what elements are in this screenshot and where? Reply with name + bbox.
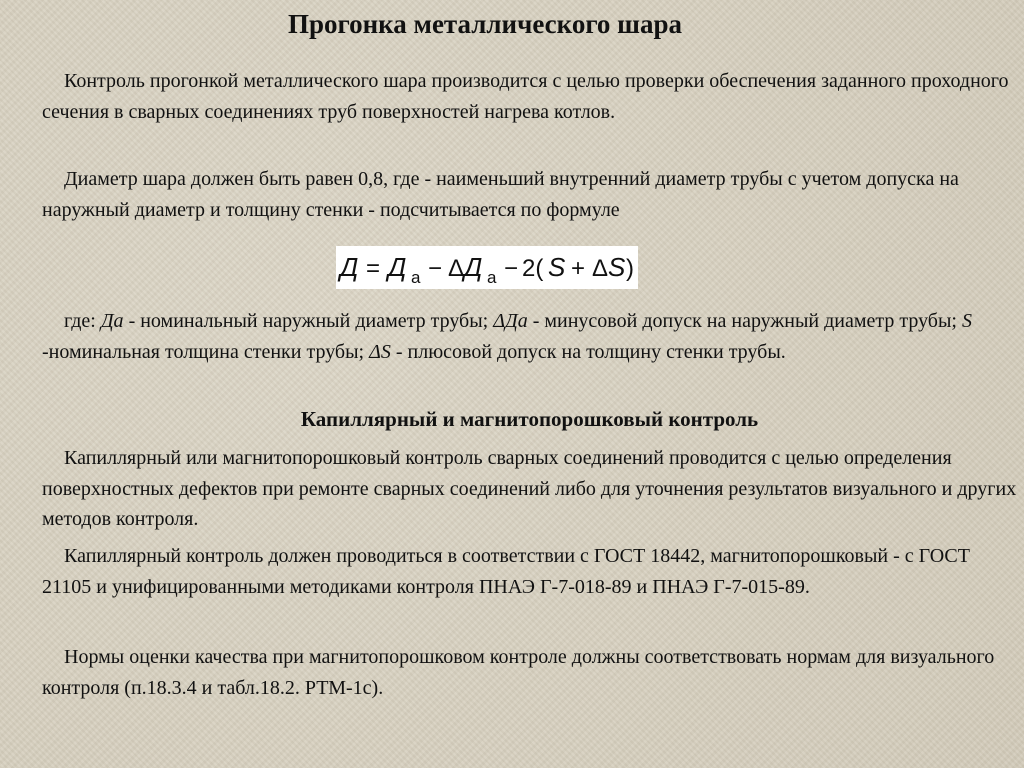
formula-d: Д: [340, 252, 359, 282]
formula-dda-sub: а: [487, 268, 497, 287]
formula-da-sub: а: [411, 268, 421, 287]
paragraph-ball-control: Контроль прогонкой металлического шара производится с целью проверки обеспечения заданного проходного сечения в сварных соединениях труб поверхностей нагрева котлов.: [42, 70, 1009, 123]
formula-plus: +: [571, 255, 586, 282]
where-text1: - номинальный наружный диаметр трубы;: [123, 310, 494, 332]
formula-dda: Д: [464, 252, 483, 282]
paragraph-where: [42, 306, 1017, 367]
paragraph-quality-norms: Нормы оценки качества при магнитопорошковом контроле должны соответствовать нормам для визуального контроля (п.18.3.4 и табл.18.2. РТМ-1с).: [42, 646, 995, 699]
paragraph-ball-diameter: Диаметр шара должен быть равен 0,8, где - наименьший внутренний диаметр трубы с учетом допуска на наружный диаметр и толщину стенки - подсчитывается по формуле: [42, 168, 959, 221]
slide-title: Прогонка металлического шара: [288, 9, 682, 39]
formula-close: ): [626, 255, 634, 282]
formula-delta2: Δ: [592, 255, 609, 282]
formula-two-paren: 2(: [522, 255, 544, 282]
where-prefix: где:: [64, 310, 101, 332]
formula-minus2: −: [504, 255, 519, 282]
formula-svg: [336, 246, 638, 289]
term-da: Да: [100, 310, 124, 332]
term-delta-da: ΔДа: [493, 310, 528, 332]
paragraph-gost-standards: Капиллярный контроль должен проводиться в соответствии с ГОСТ 18442, магнитопорошковый - с ГОСТ 21105 и унифицированными методиками контроля ПНАЭ Г-7-018-89 и ПНАЭ Г-7-015-89.: [42, 545, 970, 598]
formula-s: S: [548, 252, 566, 282]
paragraph-capillary-purpose: Капиллярный или магнитопорошковый контроль сварных соединений проводится с целью определения поверхностных дефектов при ремонте сварных соединений либо для уточнения результатов визуального и других методов контроля.: [42, 447, 1017, 530]
term-s: S: [961, 310, 972, 332]
where-text3: -номинальная толщина стенки трубы;: [42, 340, 370, 363]
term-delta-s: ΔS: [369, 340, 391, 363]
section-heading: Капиллярный и магнитопорошковый контроль: [300, 407, 759, 431]
formula-delta: Δ: [448, 255, 465, 282]
formula-s2: S: [608, 252, 626, 282]
where-text4: - плюсовой допуск на толщину стенки трубы.: [390, 340, 786, 363]
formula-image: [336, 246, 638, 289]
formula-minus: −: [428, 255, 443, 282]
formula-da: Д: [388, 252, 407, 282]
where-text2: - минусовой допуск на наружный диаметр трубы;: [527, 310, 962, 332]
formula-eq: =: [366, 255, 381, 282]
